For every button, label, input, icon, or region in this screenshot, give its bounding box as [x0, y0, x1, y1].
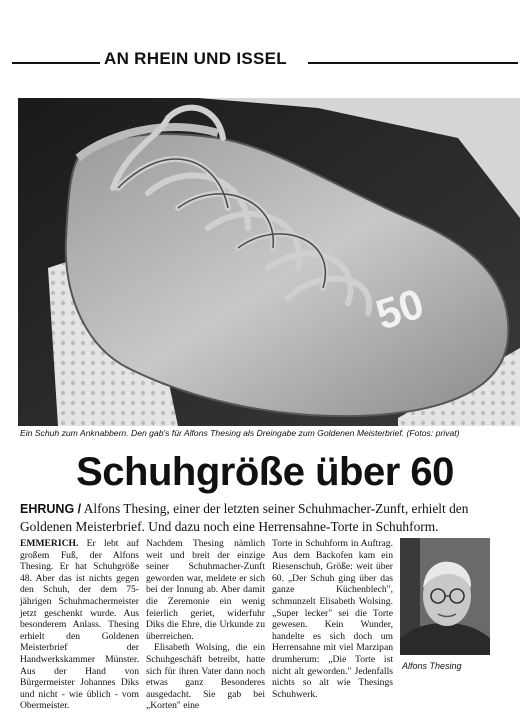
portrait-photo [400, 538, 490, 655]
col2-paragraph-2: Elisabeth Wolsing, die ein Schuhgeschäft betreibt, hatte sich für ihren Vater dann noch etwas ganz Besonderes ausgedacht. Sie gab bei „Korten" eine [146, 642, 265, 712]
headline: Schuhgröße über 60 [76, 450, 454, 494]
section-rule-right [308, 62, 518, 64]
section-title: AN RHEIN UND ISSEL [104, 49, 287, 68]
lead-text: Alfons Thesing, einer der letzten seiner Schuhmacher-Zunft, erhielt den Goldenen Meisterbrief. Und dazu noch eine Herrensahne-Torte in Schuhform. [20, 501, 469, 534]
dateline: EMMERICH. [20, 538, 79, 549]
lead [20, 500, 520, 535]
article-column-2 [146, 538, 265, 712]
col2-paragraph-1: Nachdem Thesing nämlich weit und breit der einzige seiner Schuhmacher-Zunft geworden war, meldete er sich bei der Innung ab. Aber damit die Zeremonie ein wenig feierlich geriet, widerfuhr Diks die Ehre, die Urkunde zu überreichen. [146, 538, 265, 642]
section-rule-left [12, 62, 100, 64]
portrait-caption: Alfons Thesing [402, 661, 462, 671]
photo-caption: Ein Schuh zum Anknabbern. Den gab's für Alfons Thesing als Dreingabe zum Goldenen Meisterbrief. (Fotos: privat) [20, 428, 460, 438]
shoe-cake-photo [18, 98, 520, 426]
col3-text: Torte in Schuhform in Auftrag. Aus dem Backofen kam ein Riesenschuh, Größe: weit über 60. „Der Schuh ging über das ganze Küchenblech", schmunzelt Elisabeth Wolsing. „Super lecker" sei die Torte gewesen. Kein Wunder, handelte es sich doch um Herrensahne mit viel Marzipan drumherum: „Die Torte ist nicht alt geworden." Jedenfalls nichts so alt wie Thesings Schuhwerk. [272, 538, 393, 700]
article-column-1 [20, 538, 139, 712]
shoe-number: 50 [370, 279, 430, 339]
article-column-3 [272, 538, 393, 700]
lead-kicker: EHRUNG / [20, 502, 82, 516]
col1-text: Er lebt auf großem Fuß, der Alfons Thesing. Er hat Schuhgröße 48. Aber das ist nichts gegen den Schuh, der dem 75-jährigen Schuhmachermeister jetzt geschenkt wurde. Aus besonderem Anlass. Thesing erhielt den Goldenen Meisterbrief der Handwerkskammer Münster. Aus der Hand von Bürgermeister Johannes Diks und nicht - wie üblich - vom Obermeister. [20, 538, 139, 712]
